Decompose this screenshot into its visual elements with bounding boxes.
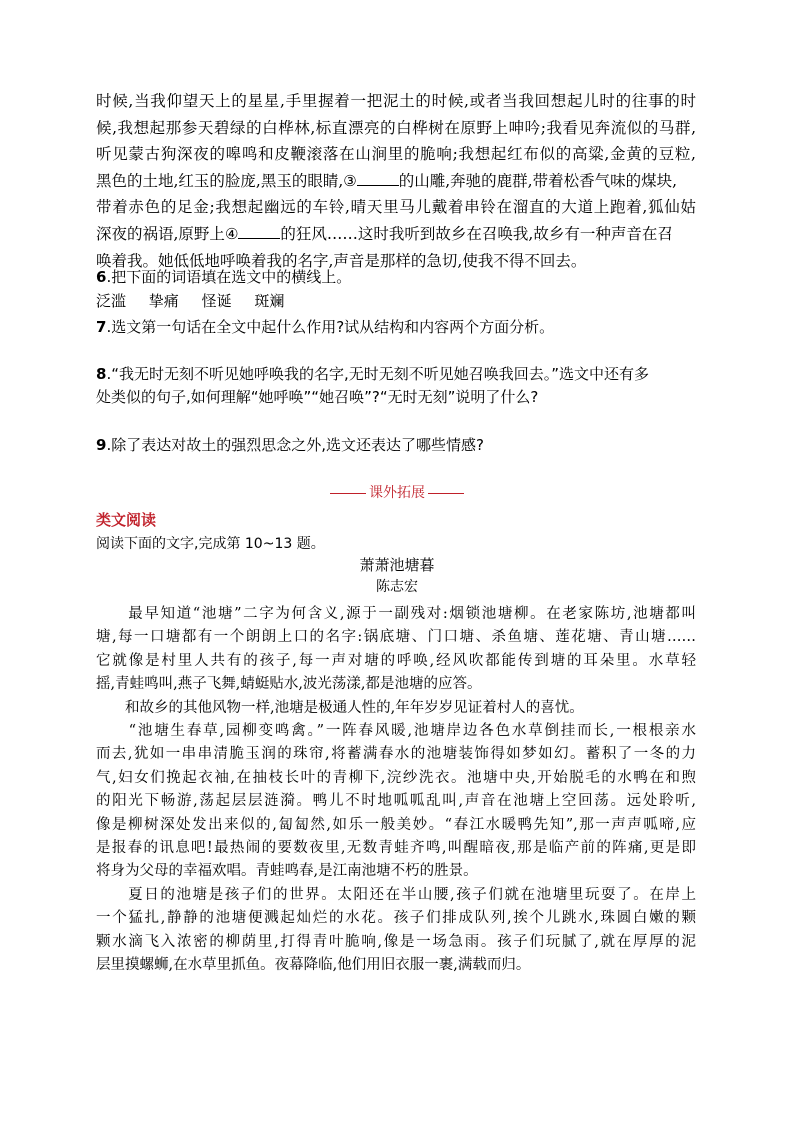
- category-label: 类文阅读: [96, 511, 157, 529]
- passage-line: 带着赤色的足金;我想起幽远的车铃,晴天里马儿戴着串铃在溜直的大道上跑着,狐仙姑: [96, 198, 696, 217]
- passage-segment: 的狂风……这时我听到故乡在召唤我,故乡有一种声音在召: [280, 224, 673, 243]
- article-line: 一个猛扎,静静的池塘便溅起灿烂的水花。孩子们排成队列,挨个儿跳水,珠圆白嫩的颗: [96, 910, 696, 927]
- question-number: 8: [96, 365, 107, 383]
- article-line: 它就像是村里人共有的孩子,每一声对塘的呼唤,经风吹都能传到塘的耳朵里。水草轻: [96, 652, 696, 669]
- question-7: [96, 316, 696, 339]
- article-line: 摇,青蛙鸣叫,燕子飞舞,蜻蜓贴水,波光荡漾,都是池塘的应答。: [96, 676, 482, 693]
- article-author: 陈志宏: [376, 579, 418, 595]
- word-bank: [96, 290, 696, 313]
- question-8-cont: 处类似的句子,如何理解“她呼唤”“她召唤”?“无时无刻”说明了什么?: [96, 388, 539, 406]
- passage-segment: 黑色的土地,红玉的脸庞,黑玉的眼睛,: [96, 171, 344, 190]
- passage-line: 听见蒙古狗深夜的嗥鸣和皮鞭滚落在山涧里的脆响;我想起红布似的高粱,金黄的豆粒,: [96, 145, 696, 164]
- article-title: 萧萧池塘暮: [359, 556, 435, 574]
- article-line: 而去,犹如一串串清脆玉润的珠帘,将蓄满春水的池塘装饰得如梦如幻。蓄积了一冬的力: [96, 746, 696, 763]
- article-line: 颗水滴飞入浓密的柳荫里,打得青叶脆响,像是一场急雨。孩子们玩腻了,就在厚厚的泥: [96, 933, 696, 950]
- article-line: 是报春的讯息吧!最热闹的要数夜里,无数青蛙齐鸣,叫醒暗夜,那是临产前的阵痛,更是即: [96, 840, 696, 857]
- article-body: [96, 603, 696, 978]
- article-line: 的阳光下畅游,荡起层层涟漪。鸭儿不时地呱呱乱叫,声音在池塘上空回荡。远处聆听,: [96, 793, 696, 810]
- passage-line: [96, 221, 696, 248]
- passage-line: 唤着我。她低低地呼唤着我的名字,声音是那样的急切,使我不得不回去。: [96, 251, 587, 270]
- question-text: .“我无时无刻不听见她呼唤我的名字,无时无刻不听见她召唤我回去。”选文中还有多: [106, 365, 650, 383]
- blank-marker: ③: [343, 171, 357, 190]
- question-6: [96, 266, 696, 289]
- article-line: 层里摸螺蛳,在水草里抓鱼。夜幕降临,他们用旧衣服一裹,满载而归。: [96, 957, 531, 974]
- section-heading: [0, 482, 794, 502]
- article-line: 气,妇女们挽起衣袖,在抽枝长叶的青柳下,浣纱洗衣。池塘中央,开始脱毛的水鸭在和煦: [96, 769, 696, 786]
- question-number: 7: [96, 318, 107, 336]
- word-option: 挚痛: [148, 292, 179, 310]
- article-line: 夏日的池塘是孩子们的世界。太阳还在半山腰,孩子们就在池塘里玩耍了。在岸上: [96, 886, 696, 903]
- fill-blank[interactable]: [357, 171, 399, 186]
- instruction: 阅读下面的文字,完成第 10~13 题。: [96, 536, 325, 552]
- question-number: 9: [96, 436, 107, 454]
- article-line: “池塘生春草,园柳变鸣禽。”一阵春风暖,池塘岸边各色水草倒挂而长,一根根亲水: [96, 723, 696, 740]
- article-line: 和故乡的其他风物一样,池塘是极通人性的,年年岁岁见证着村人的喜忧。: [96, 699, 584, 716]
- heading-rule-left: [330, 493, 366, 494]
- passage-line: 时候,当我仰望天上的星星,手里握着一把泥土的时候,或者当我回想起儿时的往事的时: [96, 92, 696, 110]
- question-8: [96, 363, 696, 386]
- passage-segment: 深夜的祸语,原野上: [96, 224, 225, 243]
- article-line: 将身为父母的幸福欢唱。青蛙鸣春,是江南池塘不朽的胜景。: [96, 863, 478, 880]
- section-heading-text: 课外拓展: [369, 485, 425, 501]
- article-line: 塘,每一口塘都有一个朗朗上口的名字:锅底塘、门口塘、杀鱼塘、莲花塘、青山塘……: [96, 629, 696, 646]
- passage-line: [96, 168, 696, 195]
- word-option: 泛滥: [96, 292, 127, 310]
- word-option: 怪诞: [201, 292, 232, 310]
- passage-excerpt: [96, 88, 696, 274]
- article-line: 最早知道“池塘”二字为何含义,源于一副残对:烟锁池塘柳。在老家陈坊,池塘都叫: [96, 606, 696, 622]
- question-text: .除了表达对故土的强烈思念之外,选文还表达了哪些情感?: [106, 436, 484, 454]
- passage-segment: 的山雕,奔驰的鹿群,带着松香气味的煤块,: [398, 171, 678, 190]
- question-text: .把下面的词语填在选文中的横线上。: [106, 268, 352, 286]
- article-line: 像是柳树深处发出来似的,匐匐然,如乐一般美妙。“春江水暖鸭先知”,那一声声呱啼,应: [96, 816, 696, 833]
- heading-rule-right: [428, 493, 464, 494]
- question-text: .选文第一句话在全文中起什么作用?试从结构和内容两个方面分析。: [106, 318, 555, 336]
- word-option: 斑斓: [254, 292, 285, 310]
- question-9: [96, 434, 696, 457]
- blank-marker: ④: [224, 224, 239, 243]
- passage-line: 候,我想起那参天碧绿的白桦林,标直漂亮的白桦树在原野上呻吟;我看见奔流似的马群,: [96, 118, 696, 137]
- question-number: 6: [96, 268, 107, 286]
- fill-blank[interactable]: [238, 224, 280, 239]
